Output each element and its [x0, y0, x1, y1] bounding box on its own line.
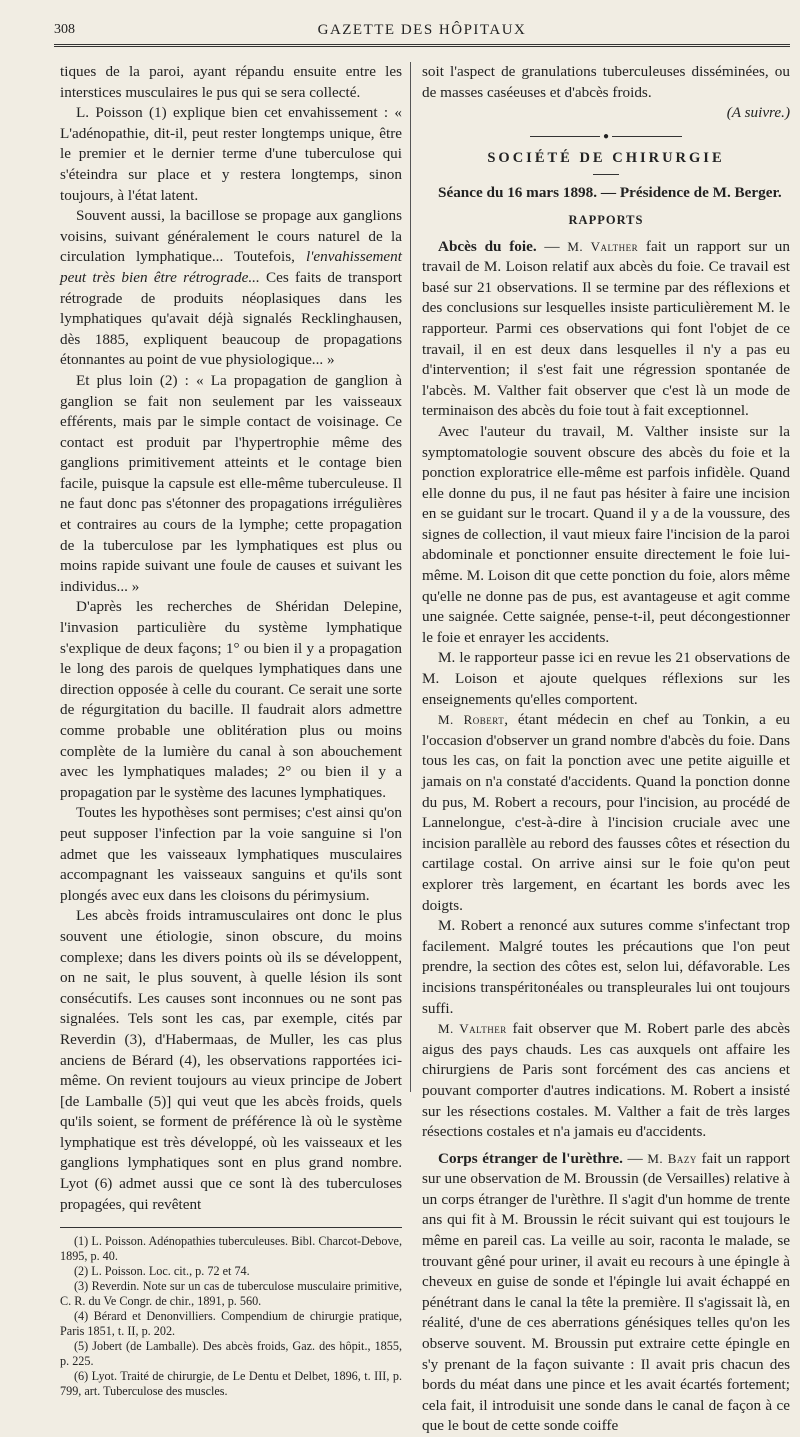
to-be-continued-text: (A suivre.): [726, 104, 790, 122]
text: Souvent aussi, la bacillose se propage aux ganglions voisins, suivant généralement le cours naturel de la circulation lymphatique... Toutefois,: [60, 207, 402, 266]
paragraph: Corps étranger de l'urèthre. — M. Bazy fait un rapport sur une observation de M. Broussin (de Versailles) relative à un corps étranger de l'urèthre. Il s'agit d'un homme de trente ans qui fit à M. Broussin le récit suivant qui est toujours le même en pareil cas. La veille au soir, raconta le malade, se trouvant gêné pour uriner, il avait eu recours à une épingle à cheveux en guise de sonde et l'épingle lui avait échappé en pénétrant dans le canal la tête la première. Il s'agissait là, en réalité, d'une de ces aberrations génésiques telles qu'on les observe souvent. M. Broussin put extraire cette épingle en s'y prenant de la façon suivante : Il avait pris chacun des bords du méat dans une pince et les avait écartés fortement; cela fait, il introduisit une sonde dans le canal de façon à ce que le bout de cette sonde coiffe: [422, 1149, 790, 1435]
footnote: (3) Reverdin. Note sur un cas de tuberculose musculaire primitive, C. R. du Ve Congr. de chir., 1891, p. 560.: [60, 1279, 402, 1309]
page-header: [54, 18, 790, 44]
paragraph: M. Robert a renoncé aux sutures comme s'infectant trop facilement. Malgré toutes les précautions que l'on peut prendre, la section des côtes est, selon lui, défavorable. Les incisions transpéritonéales ou transpleurales lui ont toujours suffi.: [422, 917, 790, 1017]
footnote: (1) L. Poisson. Adénopathies tuberculeuses. Bibl. Charcot-Debove, 1895, p. 40.: [60, 1234, 402, 1264]
left-column: [60, 62, 402, 1399]
section-title: SOCIÉTÉ DE CHIRURGIE: [487, 149, 725, 166]
text: fait observer que M. Robert parle des abcès aigus des pays chauds. Les cas auxquels ont affaire les chirurgiens de Paris sont forcément des cas anciens et pouvant comporter d'autres indications. M. Robert a insisté sur les résections costales. M. Valther a fait de très larges résections costales et n'a jamais eu d'accidents.: [422, 1020, 790, 1141]
text: fait un rapport sur un travail de M. Loison relatif aux abcès du foie. Ce travail est basé sur 21 observations. Il se termine par des réflexions et des conclusions sur lesquelles insiste particulièrement M. le rapporteur. Parmi ces observations qui font l'objet de ce travail, il en est deux dans lesquelles il n'y a pas eu d'intervention; il s'est fait une régression spontanée de l'abcès. M. Valther fait observer que c'est là un mode de terminaison des abcès du foie tout à fait exceptionnel.: [422, 237, 790, 420]
running-title: GAZETTE DES HÔPITAUX: [317, 22, 527, 38]
paragraph: [422, 1019, 790, 1143]
paragraph: Avec l'auteur du travail, M. Valther insiste sur la symptomatologie souvent obscure des abcès du foie et la ponction exploratrice elle-même est parfois infidèle. Quand elle donne du pus, il ne faut pas hésiter à faire une incision en se guidant sur le trocart. Quand il y a de la voussure, des signes de collection, il vaut mieux faire l'incision de la paroi abdominale et ponctionner ensuite directement le foie lui-même. M. Loison dit que cette ponction du foie, alors même qu'elle ne donne pas de pus, est avantageuse et agit comme une saignée. Cette saignée, pense-t-il, peut décongestionner le foie et enrayer les accidents.: [422, 422, 790, 646]
subheading-rapports: RAPPORTS: [568, 212, 644, 227]
paragraph: [422, 710, 790, 916]
speaker-name: M. Bazy: [647, 1150, 697, 1166]
speaker-name: M. Valther: [438, 1021, 507, 1037]
text: Ces faits de transport rétrograde de produits néoplasiques dans les lymphatiques qu'avait déjà signalés Recklinghausen, dès 1885, expliquent beaucoup de propagations étonnantes au point de vue physiologique... »: [60, 268, 402, 369]
short-rule: [593, 174, 619, 175]
paragraph: soit l'aspect de granulations tuberculeuses disséminées, ou de masses caséeuses et d'abcès froids.: [422, 63, 790, 101]
topic-heading: Corps étranger de l'urèthre.: [438, 1149, 623, 1167]
paragraph: Abcès du foie. — M. Valther fait un rapport sur un travail de M. Loison relatif aux abcès du foie. Ce travail est basé sur 21 observations. Il se termine par des réflexions et des conclusions sur lesquelles insiste particulièrement M. le rapporteur. Parmi ces observations qui font l'objet de ce travail, il en est deux dans lesquelles il n'y a pas eu d'intervention; il s'est fait une régression spontanée de l'abcès. M. Valther fait observer que c'est là un mode de terminaison des abcès du foie tout à fait exceptionnel.: [422, 237, 790, 420]
paragraph: Et plus loin (2) : « La propagation de ganglion à ganglion se fait non seulement par les vaisseaux efférents, mais par le simple contact de voisinage. Ce contact est produit par l'hypertrophie même des ganglions primitivement atteints et le contage bien facile, puisque la capsule est elle-même tuberculeuse. Il ne faut donc pas s'étonner des propagations irrégulières et contraires au cours de la lymphe; cette propagation de la tuberculose par les lymphatiques est plus ou moins rapide suivant une foule de causes et suivant les individus... »: [60, 371, 402, 595]
paragraph: tiques de la paroi, ayant répandu ensuite entre les interstices musculaires le pus qui se sera collecté.: [60, 63, 402, 101]
emphasis: l'envahissement peut très bien être rétrograde...: [60, 248, 402, 286]
footnotes: [60, 1227, 402, 1399]
paragraph: Les abcès froids intramusculaires ont donc le plus souvent une étiologie, sinon obscure, du moins complexe; dans les divers points où ils se développent, on ne sait, le plus souvent, à quelle lésion ils sont consécutifs. Les causes sont inconnues ou ne sont pas signalées. Tels sont les cas, par exemple, cités par Reverdin (3), d'Habermaas, de Muller, les cas plus anciens de Bérard (4), les observations rapportées ici-même. On revient toujours au vieux principe de Jobert [de Lamballe (5)] qui veut que les abcès froids, quels qu'ils soient, se forment de préférence là où le système lymphatique est très développé, où les vaisseaux et les ganglions lymphatiques sont en plus grand nombre. Lyot (6) admet aussi que ce sont là des tuberculoses propagées, qui revêtent: [60, 907, 402, 1213]
paragraph: D'après les recherches de Shéridan Delepine, l'invasion particulière du système lymphatique s'explique de deux façons; 1° ou bien il y a propagation le long des parois de quelques lymphatiques dans une direction opposée à celle du courant. Ce serait une sorte de régurgitation du bacille. Il faudrait alors admettre comme probable une oblitération plus ou moins complète de la lumière du canal à son abouchement avec les lymphatiques malades; 2° ou bien il y a propagation par le système des lacunes lymphatiques.: [60, 598, 402, 801]
right-column: [422, 62, 790, 1437]
topic-heading: Abcès du foie.: [438, 237, 537, 255]
speaker-name: M. Valther: [567, 238, 639, 254]
paragraph: L. Poisson (1) explique bien cet envahissement : « L'adénopathie, dit-il, peut rester longtemps unique, être le premier et le dernier terme d'une tuberculose qui s'éteindra sur place et y restera longtemps, sinon toujours, à l'état latent.: [60, 104, 402, 204]
paragraph: [60, 206, 402, 371]
session-heading: Séance du 16 mars 1898. — Présidence de M. Berger.: [438, 184, 782, 202]
speaker-name: M. Robert: [438, 712, 505, 728]
header-rule: [54, 44, 790, 47]
ornament-rule: ●: [516, 132, 696, 142]
footnote: (4) Bérard et Denonvilliers. Compendium de chirurgie pratique, Paris 1851, t. II, p. 202.: [60, 1309, 402, 1339]
text: fait un rapport sur une observation de M. Broussin (de Versailles) relative à un corps étranger de l'urèthre. Il s'agit d'un homme de trente ans qui fit à M. Broussin le récit suivant qui est toujours le même en pareil cas. La veille au soir, raconta le malade, se trouvant gêné pour uriner, il avait eu recours à une épingle à cheveux en guise de sonde et l'épingle lui avait échappé en pénétrant dans le canal la tête la première. Il s'agissait là, en réalité, d'une de ces aberrations génésiques telles qu'on les observe souvent. M. Broussin put extraire cette épingle en s'y prenant de la façon suivante : Il avait pris chacun des bords du méat dans une pince et les avait écartés fortement; cela fait, il introduisit une sonde dans le canal de façon à ce que le bout de cette sonde coiffe: [422, 1149, 790, 1435]
footnote: (5) Jobert (de Lamballe). Des abcès froids, Gaz. des hôpit., 1855, p. 225.: [60, 1339, 402, 1369]
to-be-continued: [422, 103, 790, 124]
paragraph: Toutes les hypothèses sont permises; c'est ainsi qu'on peut supposer l'infection par la voie sanguine si l'on admet que les vaisseaux lymphatiques musculaires accompagnant les vaisseaux sanguins et qu'ils sont plongés avec eux dans les cloisons du périmysium.: [60, 804, 402, 904]
column-divider: [410, 62, 411, 1092]
footnote: (6) Lyot. Traité de chirurgie, de Le Dentu et Delbet, 1896, t. III, p. 799, art. Tuberculose des muscles.: [60, 1369, 402, 1399]
text: , étant médecin en chef au Tonkin, a eu l'occasion d'observer un grand nombre d'abcès du foie. Dans tous les cas, on fait la ponction avec une petite aiguille et jamais on n'a constaté d'accidents. Quand la ponction donne du pus, M. Robert a recours, pour l'incision, au procédé de Lannelongue, c'est-à-dire à l'incision cruciale avec une incision parallèle au rebord des fausses côtes et résection du cartilage costal. On arrive ainsi sur le foie qu'on peut explorer très largement, en écartant les bords avec les doigts.: [422, 711, 790, 914]
page-number: 308: [54, 22, 75, 37]
footnote: (2) L. Poisson. Loc. cit., p. 72 et 74.: [74, 1264, 250, 1279]
paragraph: M. le rapporteur passe ici en revue les 21 observations de M. Loison et ajoute quelques réflexions sur les enseignements qu'elles comportent.: [422, 649, 790, 708]
